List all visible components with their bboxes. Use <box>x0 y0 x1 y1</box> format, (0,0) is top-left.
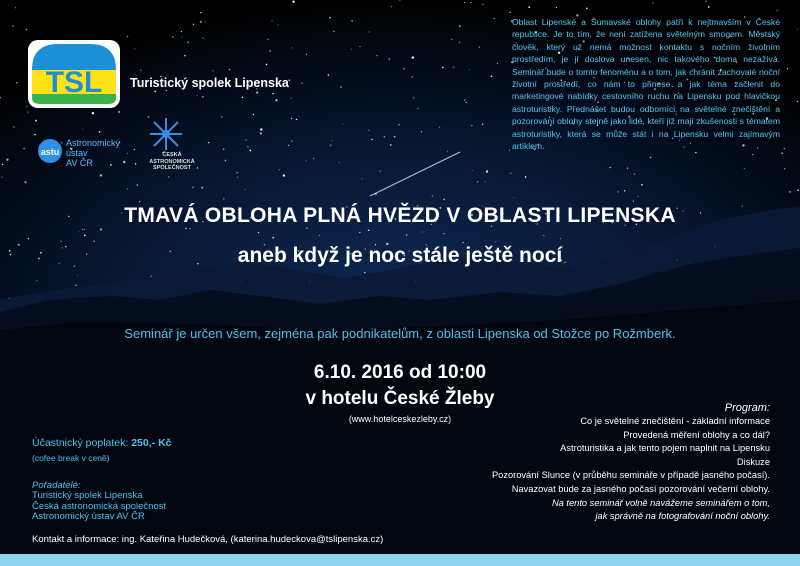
fee-label: Účastnický poplatek: <box>32 437 129 449</box>
program-list <box>410 415 770 524</box>
event-venue: v hotelu České Žleby <box>305 388 495 409</box>
astu-line: AV ČR <box>66 158 93 168</box>
organizer-item: Astronomický ústav AV ČR <box>32 511 145 522</box>
contact-line: Kontakt a informace: ing. Kateřina Hudečková, (katerina.hudeckova@tslipenska.cz) <box>32 534 384 545</box>
organizers-heading: Pořadatelé: <box>32 480 81 491</box>
organizer-item: Turistický spolek Lipenska <box>32 490 143 501</box>
fee-note: (cofee break v ceně) <box>32 453 110 463</box>
event-date: 6.10. 2016 od 10:00 <box>313 362 487 383</box>
poster-subtitle: aneb když je noc stále ještě nocí <box>237 244 563 267</box>
cas-line: ČESKÁ <box>162 152 182 158</box>
program-note: jak správně na fotografování noční oblohy. <box>595 511 770 522</box>
astu-line: ústav <box>66 148 88 158</box>
footer-strip <box>0 554 800 566</box>
astu-abbr: astu <box>40 147 60 157</box>
poster-title: TMAVÁ OBLOHA PLNÁ HVĚZD V OBLASTI LIPENSKA <box>124 204 676 227</box>
cas-line: ASTRONOMICKÁ <box>149 158 195 165</box>
cas-line: SPOLEČNOST <box>153 165 191 171</box>
audience-line: Seminář je určen všem, zejména pak podnikatelům, z oblasti Lipenska od Stožce po Rožmberk. <box>124 326 676 341</box>
organizers-list <box>32 491 166 523</box>
tsl-logo-text: TSL <box>45 66 103 99</box>
program-item: Astroturistika a jak tento pojem naplnit na Lipensku <box>560 443 770 454</box>
cas-logo-text <box>146 152 198 172</box>
program-item: Diskuze <box>736 456 770 467</box>
program-note: Na tento seminář volně navážeme seminářem o tom, <box>551 497 770 508</box>
organization-name: Turistický spolek Lipenska <box>130 76 289 90</box>
venue-url: (www.hotelceskezleby.cz) <box>348 414 452 424</box>
tsl-logo <box>28 40 120 108</box>
program-item: Pozorování Slunce (v průběhu semináře v případě jasného počasí). <box>491 470 770 481</box>
fee-line <box>32 437 172 449</box>
fee-amount: 250,- Kč <box>131 437 172 449</box>
astu-line: Astronomický <box>66 138 121 148</box>
program-item: Co je světelné znečištění - základní informace <box>580 416 770 426</box>
program-item: Provedená měření oblohy a co dál? <box>623 429 770 440</box>
astu-logo-text <box>66 138 120 168</box>
program-item: Navazovat bude za jasného počasí pozorování večerní oblohy. <box>511 483 770 494</box>
program-heading: Program: <box>724 402 770 414</box>
intro-paragraph: Oblast Lipenské a Šumavské oblohy patří k nejtmavším v České republice. Je to tím, že není zatížena světelným smogem. Městský člověk, který už nemá možnost kontaktu s nočním životním prostředím, je jí doslova unesen, nic takového doma nezažívá. Seminář bude o tomto fenoménu a o tom, jak chránit zachovalé noční životní prostředí, co nám to přinese a jak téma začlenit do marketingové nabídky cestovního ruchu na Lipensku pod hlavičkou astroturistiky. Přednášet budou odborníci na světelné znečištění a pozorování oblohy stejně jako lidé, kteří již mají zkušenosti s tématem astroturistiky, která se může stát i na Lipensku velmi zajímavým artiklem. <box>512 17 780 152</box>
organizer-item: Česká astronomická společnost <box>32 500 167 512</box>
